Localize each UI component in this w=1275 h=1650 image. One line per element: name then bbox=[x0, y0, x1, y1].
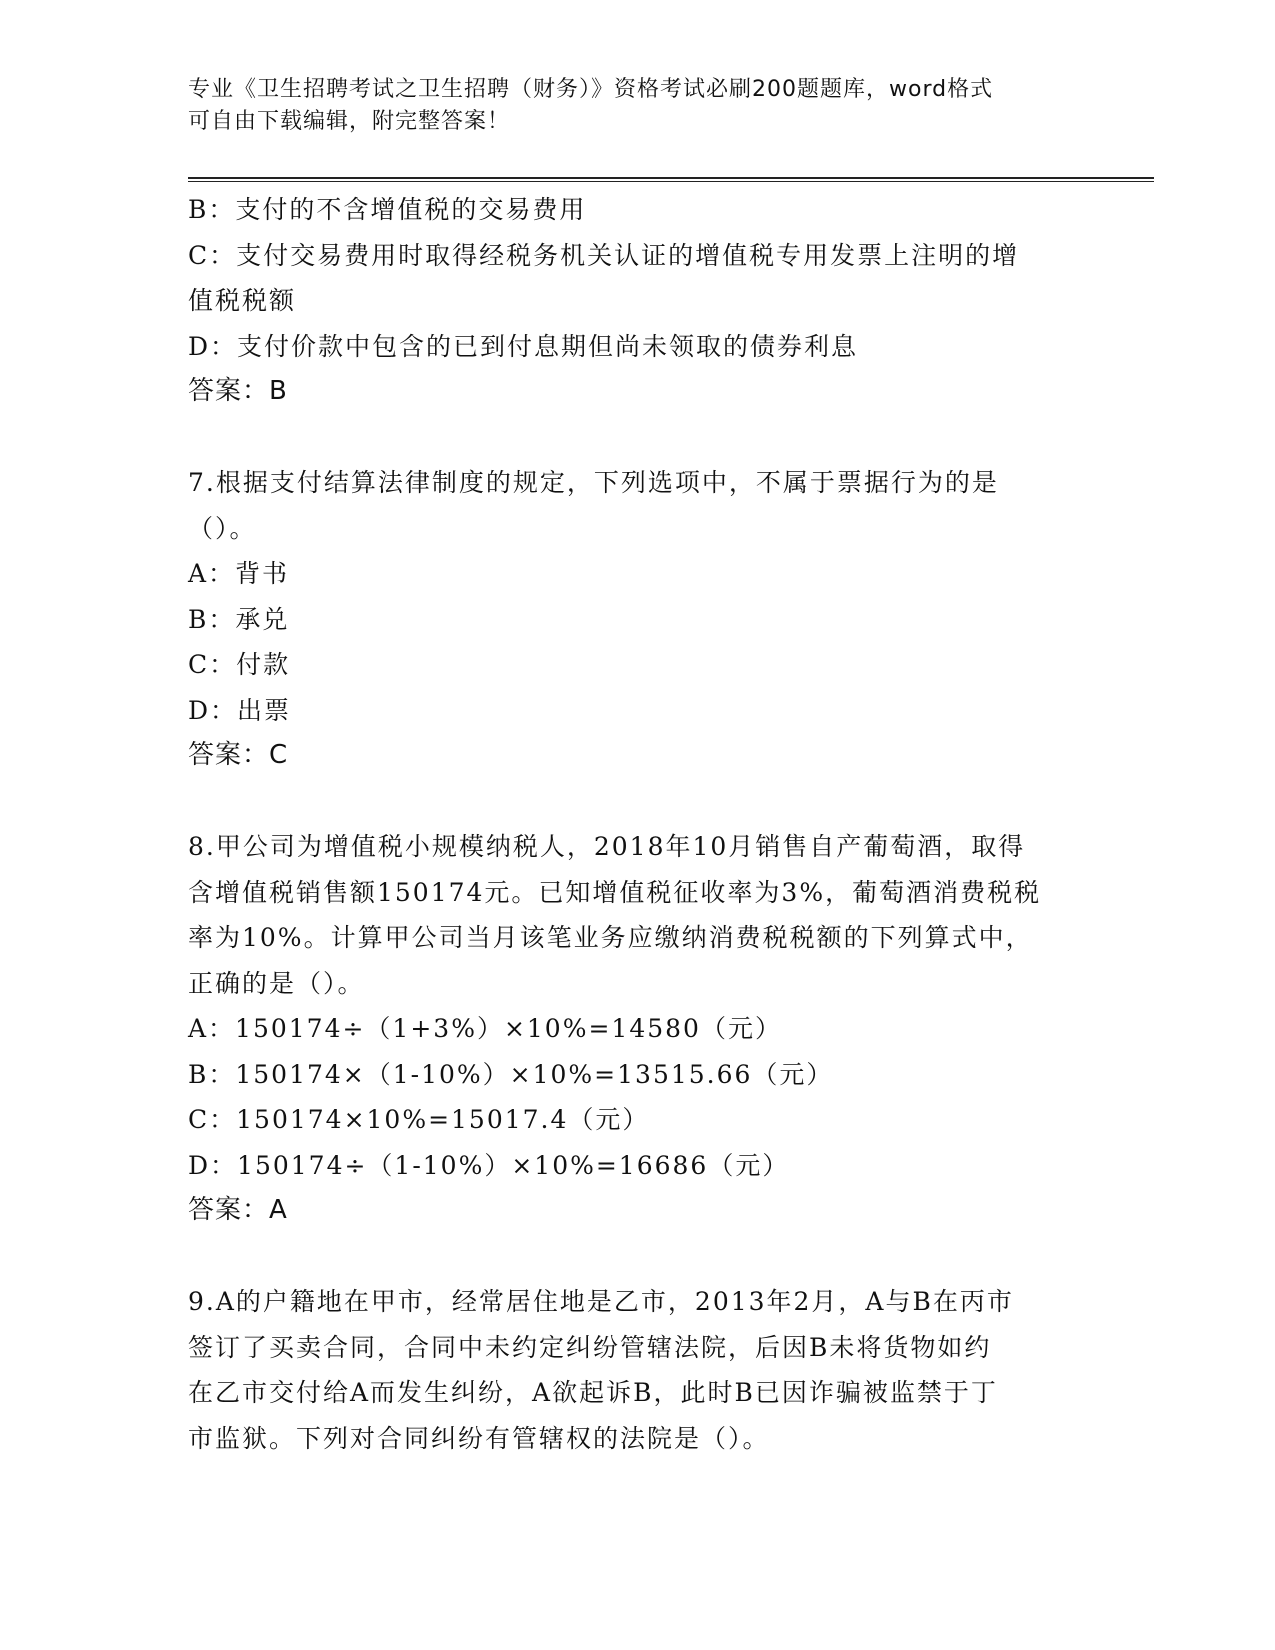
spacer bbox=[188, 415, 1078, 461]
q6-answer: 答案：B bbox=[188, 376, 288, 406]
q8-option-b: B：150174×（1-10%）×10%=13515.66（元） bbox=[188, 1059, 834, 1089]
q8-option-a: A：150174÷（1+3%）×10%=14580（元） bbox=[188, 1014, 782, 1043]
question-6-tail bbox=[188, 187, 1078, 415]
q9-text-line-1: 9.A的户籍地在甲市，经常居住地是乙市，2013年2月，A与B在丙市 bbox=[188, 1287, 1014, 1316]
spacer bbox=[188, 779, 1078, 825]
q6-option-b: B：支付的不含增值税的交易费用 bbox=[188, 195, 587, 224]
q6-option-c-line-2: 值税税额 bbox=[188, 286, 297, 315]
q7-option-d: D：出票 bbox=[188, 695, 292, 725]
header-line-2: 可自由下载编辑，附完整答案！ bbox=[188, 109, 511, 134]
q8-option-d: D：150174÷（1-10%）×10%=16686（元） bbox=[188, 1150, 790, 1180]
question-9 bbox=[188, 1279, 1078, 1461]
q8-text-line-1: 8.甲公司为增值税小规模纳税人，2018年10月销售自产葡萄酒，取得 bbox=[188, 832, 1026, 861]
q8-text-line-4: 正确的是（）。 bbox=[188, 968, 365, 998]
q9-text-line-2: 签订了买卖合同，合同中未约定纠纷管辖法院，后因B未将货物如约 bbox=[188, 1332, 992, 1362]
header-divider bbox=[188, 177, 1154, 182]
spacer bbox=[188, 1234, 1078, 1280]
question-7 bbox=[188, 460, 1078, 779]
q8-answer: 答案：A bbox=[188, 1195, 288, 1225]
q8-text-line-3: 率为10%。计算甲公司当月该笔业务应缴纳消费税税额的下列算式中， bbox=[188, 923, 1033, 952]
q9-text-line-3: 在乙市交付给A而发生纠纷，A欲起诉B，此时B已因诈骗被监禁于丁 bbox=[188, 1378, 998, 1407]
q7-option-a: A：背书 bbox=[188, 559, 290, 588]
q8-text-line-2: 含增值税销售额150174元。已知增值税征收率为3%，葡萄酒消费税税 bbox=[188, 877, 1042, 907]
q9-text-line-4: 市监狱。下列对合同纠纷有管辖权的法院是（）。 bbox=[188, 1423, 770, 1453]
q6-option-c-line-1: C：支付交易费用时取得经税务机关认证的增值税专用发票上注明的增 bbox=[188, 240, 1020, 270]
header-line-1: 专业《卫生招聘考试之卫生招聘（财务）》资格考试必刷200题题库，word格式 bbox=[188, 77, 994, 102]
q7-text-line-1: 7.根据支付结算法律制度的规定，下列选项中，不属于票据行为的是 bbox=[188, 468, 999, 497]
q8-option-c: C：150174×10%=15017.4（元） bbox=[188, 1105, 650, 1134]
question-8 bbox=[188, 824, 1078, 1234]
q7-answer: 答案：C bbox=[188, 740, 289, 770]
q7-option-c: C：付款 bbox=[188, 650, 291, 679]
document-header bbox=[188, 74, 1068, 138]
q7-text-line-2: （）。 bbox=[188, 513, 257, 543]
q7-option-b: B：承兑 bbox=[188, 604, 290, 634]
question-content bbox=[188, 187, 1078, 1461]
q6-option-d: D：支付价款中包含的已到付息期但尚未领取的债券利息 bbox=[188, 331, 859, 361]
